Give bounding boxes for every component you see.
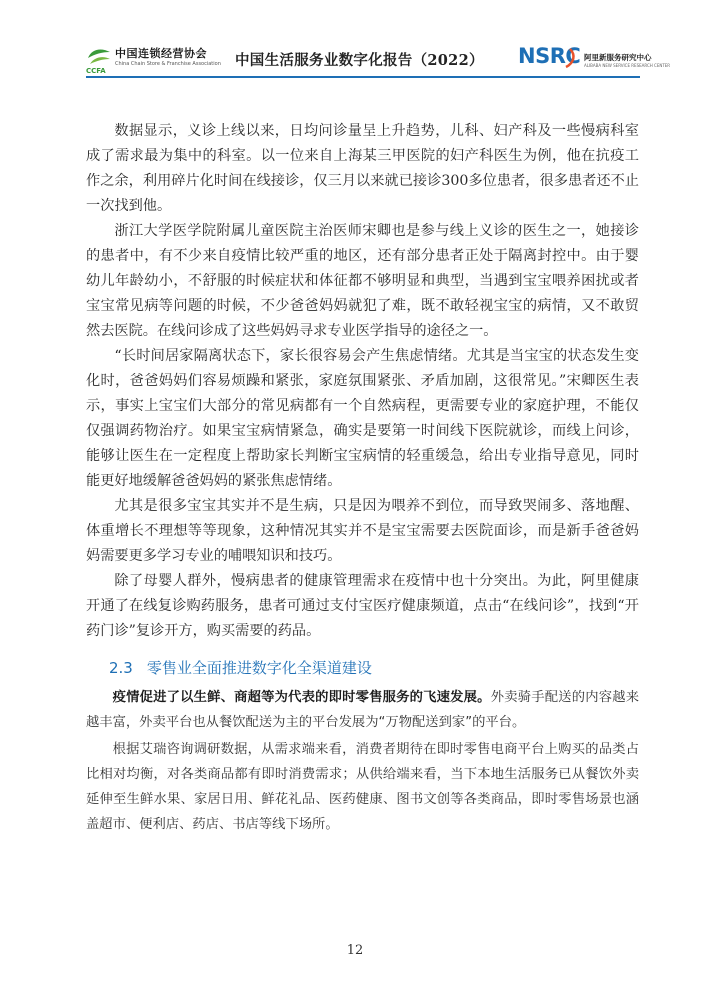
section-lead-sentence: 疫情促进了以生鲜、商超等为代表的即时零售服务的飞速发展。 — [112, 690, 491, 705]
ccfa-name-cn: 中国连锁经营协会 — [115, 47, 207, 60]
header-divider — [86, 76, 640, 78]
section-number: 2.3 — [109, 659, 133, 677]
nsrc-name-en: ALIBABA NEW SERVICE RESEARCH CENTER — [584, 63, 671, 68]
section-title: 零售业全面推进数字化全渠道建设 — [146, 659, 372, 677]
page-number: 12 — [346, 943, 364, 958]
body-paragraph: 数据显示，义诊上线以来，日均问诊量呈上升趋势，儿科、妇产科及一些慢病科室成了需求最为集中的科室。以一位来自上海某三甲医院的妇产科医生为例，他在抗疫工作之余，利用碎片化时间在线接诊，仅三月以来就已接诊300多位患者，很多患者还不止一次找到他。 — [86, 123, 639, 214]
section-paragraph: 根据艾瑞咨询调研数据，从需求端来看，消费者期待在即时零售电商平台上购买的品类占比相对均衡，对各类商品都有即时消费需求；从供给端来看，当下本地生活服务已从餐饮外卖延伸至生鲜水果、家居日用、鲜花礼品、医药健康、图书文创等各类商品，即时零售场景也涵盖超市、便利店、药店、书店等线下场所。 — [86, 742, 639, 832]
section-heading — [109, 657, 372, 678]
body-paragraph: “长时间居家隔离状态下，家长很容易会产生焦虑情绪。尤其是当宝宝的状态发生变化时，爸爸妈妈们容易烦躁和紧张，家庭氛围紧张、矛盾加剧，这很常见。”宋卿医生表示，事实上宝宝们大部分的常见病都有一个自然病程，更需要专业的家庭护理，不能仅仅强调药物治疗。如果宝宝病情紧急，确实是要第一时间线下医院就诊，而线上问诊，能够让医生在一定程度上帮助家长判断宝宝病情的轻重缓急，给出专业指导意见，同时能更好地缓解爸爸妈妈的紧张焦虑情绪。 — [86, 348, 639, 489]
nsrc-name-cn: 阿里新服务研究中心 — [584, 53, 652, 62]
body-paragraph: 除了母婴人群外，慢病患者的健康管理需求在疫情中也十分突出。为此，阿里健康开通了在线复诊购药服务，患者可通过支付宝医疗健康频道，点击“在线问诊”，找到“开药门诊”复诊开方，购买需要的药品。 — [86, 573, 639, 639]
section-paragraph — [86, 685, 639, 735]
report-title: 中国生活服务业数字化报告（2022） — [235, 52, 484, 69]
nsrc-abbr: NSRC — [518, 44, 581, 68]
nsrc-logo — [518, 44, 671, 74]
body-paragraph: 尤其是很多宝宝其实并不是生病，只是因为喂养不到位，而导致哭闹多、落地醒、体重增长不理想等等现象，这种情况其实并不是宝宝需要去医院面诊，而是新手爸爸妈妈需要更多学习专业的哺喂知识和技巧。 — [86, 498, 639, 564]
body-paragraph: 浙江大学医学院附属儿童医院主治医师宋卿也是参与线上义诊的医生之一，她接诊的患者中，有不少来自疫情比较严重的地区，还有部分患者正处于隔离封控中。由于婴幼儿年龄幼小，不舒服的时候症状和体征都不够明显和典型，当遇到宝宝喂养困扰或者宝宝常见病等问题的时候，不少爸爸妈妈就犯了难，既不敢轻视宝宝的病情，又不敢贸然去医院。在线问诊成了这些妈妈寻求专业医学指导的途径之一。 — [86, 223, 639, 339]
ccfa-logo — [86, 44, 221, 78]
nsrc-swoosh-icon — [564, 47, 578, 69]
ccfa-name-en: China Chain Store & Franchise Association — [115, 61, 221, 67]
section-paragraph-rest: 外卖骑手配送的内容越来越丰富，外卖平台也从餐饮配送为主的平台发展为“万物配送到家”的平台。 — [86, 690, 640, 730]
ccfa-abbr: CCFA — [86, 67, 106, 75]
page-header — [0, 0, 710, 80]
